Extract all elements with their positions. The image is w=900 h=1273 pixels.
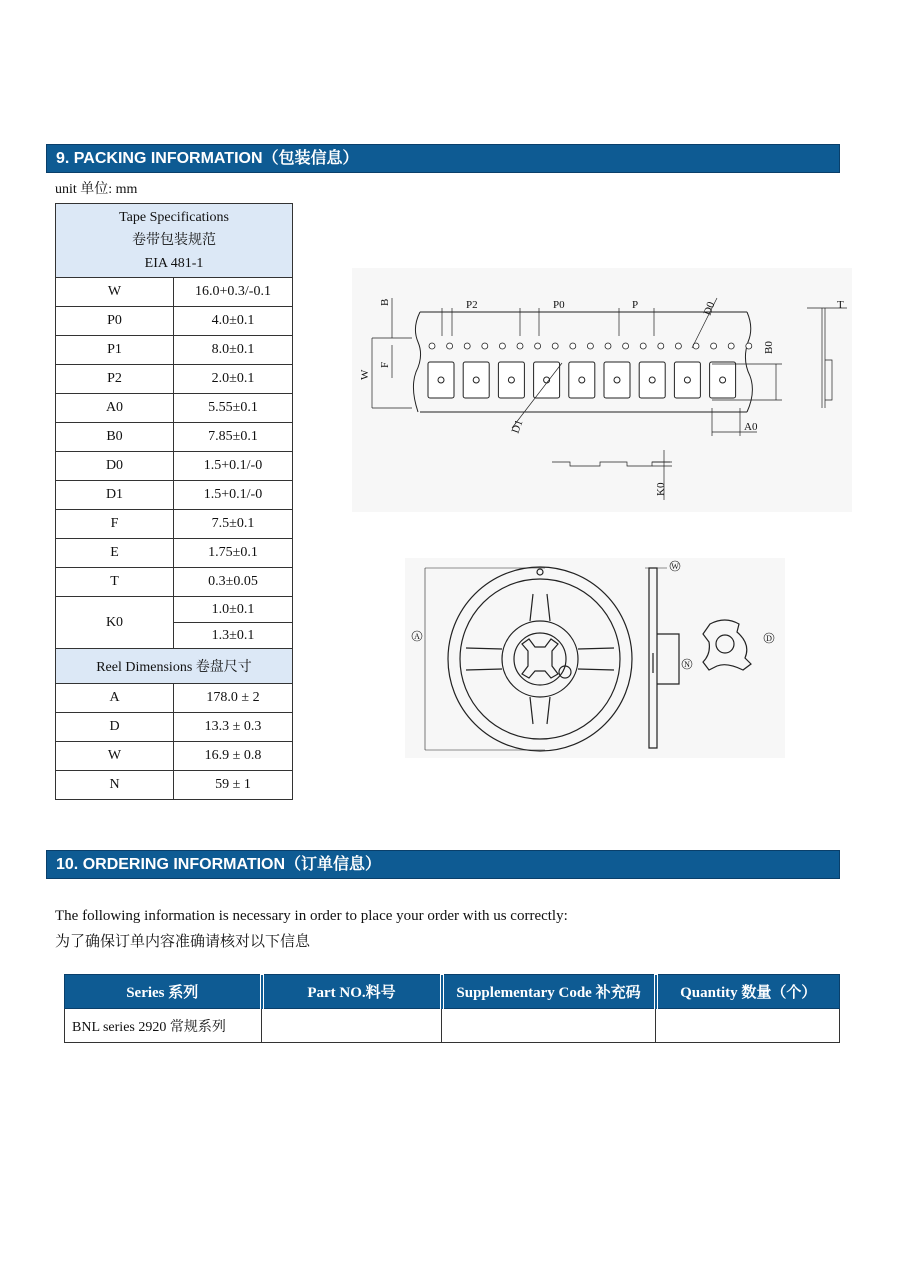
sprocket-hole: [482, 343, 488, 349]
ordering-header-row: [65, 975, 840, 1009]
param-value: 4.0±0.1: [174, 307, 293, 336]
reel-a-label: A: [414, 632, 420, 641]
sprocket-hole: [447, 343, 453, 349]
ordering-intro-en: The following information is necessary in order to place your order with us correctly:: [55, 908, 568, 924]
p2-label: P2: [466, 299, 478, 311]
sprocket-hole: [429, 343, 435, 349]
param-value: 7.5±0.1: [174, 510, 293, 539]
param-value: 1.5+0.1/-0: [174, 452, 293, 481]
table-row: [56, 539, 293, 568]
tape-spec-header: [56, 204, 293, 278]
sprocket-hole: [552, 343, 558, 349]
param-name: P0: [56, 307, 174, 336]
table-row: [56, 713, 293, 742]
param-name: W: [56, 742, 174, 771]
sprocket-hole: [587, 343, 593, 349]
table-row: [56, 568, 293, 597]
param-value: 7.85±0.1: [174, 423, 293, 452]
param-name: D: [56, 713, 174, 742]
param-value: 1.3±0.1: [174, 623, 293, 649]
column-header-quantity: Quantity 数量（个）: [656, 975, 840, 1009]
pocket-hole: [438, 377, 444, 383]
supplementary-code-cell[interactable]: [442, 1009, 656, 1043]
pocket-hole: [684, 377, 690, 383]
param-name: B0: [56, 423, 174, 452]
param-name: T: [56, 568, 174, 597]
reel-dimensions-header: Reel Dimensions 卷盘尺寸: [56, 649, 293, 684]
part-no-cell[interactable]: [262, 1009, 442, 1043]
pocket-hole: [473, 377, 479, 383]
t-label: T: [837, 299, 844, 311]
param-name: K0: [56, 597, 174, 649]
unit-note: unit 单位: mm: [55, 182, 138, 197]
param-value: 8.0±0.1: [174, 336, 293, 365]
packing-section-heading: 9. PACKING INFORMATION（包装信息）: [46, 144, 840, 173]
sprocket-hole: [605, 343, 611, 349]
param-name: F: [56, 510, 174, 539]
series-cell: BNL series 2920 常规系列: [65, 1009, 262, 1043]
table-row: [56, 481, 293, 510]
b-label: B: [379, 298, 391, 306]
sprocket-hole: [640, 343, 646, 349]
f-label: F: [379, 361, 391, 368]
column-header-part-no: Part NO.料号: [262, 975, 442, 1009]
table-row: [56, 365, 293, 394]
param-value: 2.0±0.1: [174, 365, 293, 394]
param-name: D1: [56, 481, 174, 510]
param-name: W: [56, 278, 174, 307]
table-row: [56, 278, 293, 307]
param-value: 59 ± 1: [174, 771, 293, 800]
column-header-supplementary-code: Supplementary Code 补充码: [442, 975, 656, 1009]
reel-w-label: W: [671, 562, 679, 571]
sprocket-hole: [535, 343, 541, 349]
b0-label: B0: [763, 341, 775, 354]
w-label: W: [359, 369, 371, 380]
param-value: 5.55±0.1: [174, 394, 293, 423]
sprocket-hole: [746, 343, 752, 349]
reel-n-label: N: [684, 660, 690, 669]
param-name: P2: [56, 365, 174, 394]
pocket-hole: [508, 377, 514, 383]
k0-label: K0: [655, 482, 667, 496]
tape-spec-title-cn: 卷带包装规范: [132, 233, 216, 248]
sprocket-hole: [623, 343, 629, 349]
sprocket-hole: [517, 343, 523, 349]
param-name: N: [56, 771, 174, 800]
table-row: [56, 394, 293, 423]
table-row: [56, 336, 293, 365]
ordering-section-heading: 10. ORDERING INFORMATION（订单信息）: [46, 850, 840, 879]
table-row: [56, 597, 293, 623]
d1-label: D1: [509, 418, 526, 436]
sprocket-hole: [711, 343, 717, 349]
pocket-hole: [720, 377, 726, 383]
p0-label: P0: [553, 299, 565, 311]
param-name: A0: [56, 394, 174, 423]
tape-spec-standard: EIA 481-1: [144, 256, 204, 271]
param-name: P1: [56, 336, 174, 365]
d0-label: D0: [701, 300, 718, 318]
param-value: 0.3±0.05: [174, 568, 293, 597]
table-row: [56, 771, 293, 800]
tape-spec-header-row: [56, 204, 293, 278]
tape-drawing: [352, 268, 852, 512]
table-row: [56, 684, 293, 713]
p-label: P: [632, 299, 639, 311]
ordering-intro-cn: 为了确保订单内容准确请核对以下信息: [55, 934, 311, 950]
reel-d-label: D: [766, 634, 772, 643]
param-value: 16.9 ± 0.8: [174, 742, 293, 771]
table-row: [56, 510, 293, 539]
param-value: 16.0+0.3/-0.1: [174, 278, 293, 307]
sprocket-hole: [464, 343, 470, 349]
pocket-hole: [649, 377, 655, 383]
a0-label: A0: [744, 421, 758, 433]
sprocket-hole: [728, 343, 734, 349]
tape-spec-table: [55, 203, 293, 800]
quantity-cell[interactable]: [656, 1009, 840, 1043]
tape-spec-title: Tape Specifications: [119, 210, 229, 225]
ordering-table: [64, 974, 840, 1043]
param-value: 1.0±0.1: [174, 597, 293, 623]
param-value: 1.5+0.1/-0: [174, 481, 293, 510]
table-row: [56, 452, 293, 481]
param-name: E: [56, 539, 174, 568]
reel-drawing: [405, 558, 785, 758]
table-row: [56, 423, 293, 452]
sprocket-hole: [570, 343, 576, 349]
param-name: A: [56, 684, 174, 713]
param-value: 13.3 ± 0.3: [174, 713, 293, 742]
pocket-hole: [614, 377, 620, 383]
sprocket-hole: [499, 343, 505, 349]
reel-header-row: [56, 649, 293, 684]
table-row: [56, 307, 293, 336]
sprocket-hole: [675, 343, 681, 349]
param-value: 178.0 ± 2: [174, 684, 293, 713]
table-row: [56, 742, 293, 771]
table-row: [65, 1009, 840, 1043]
param-name: D0: [56, 452, 174, 481]
column-header-series: Series 系列: [65, 975, 262, 1009]
sprocket-hole: [658, 343, 664, 349]
pocket-hole: [579, 377, 585, 383]
param-value: 1.75±0.1: [174, 539, 293, 568]
